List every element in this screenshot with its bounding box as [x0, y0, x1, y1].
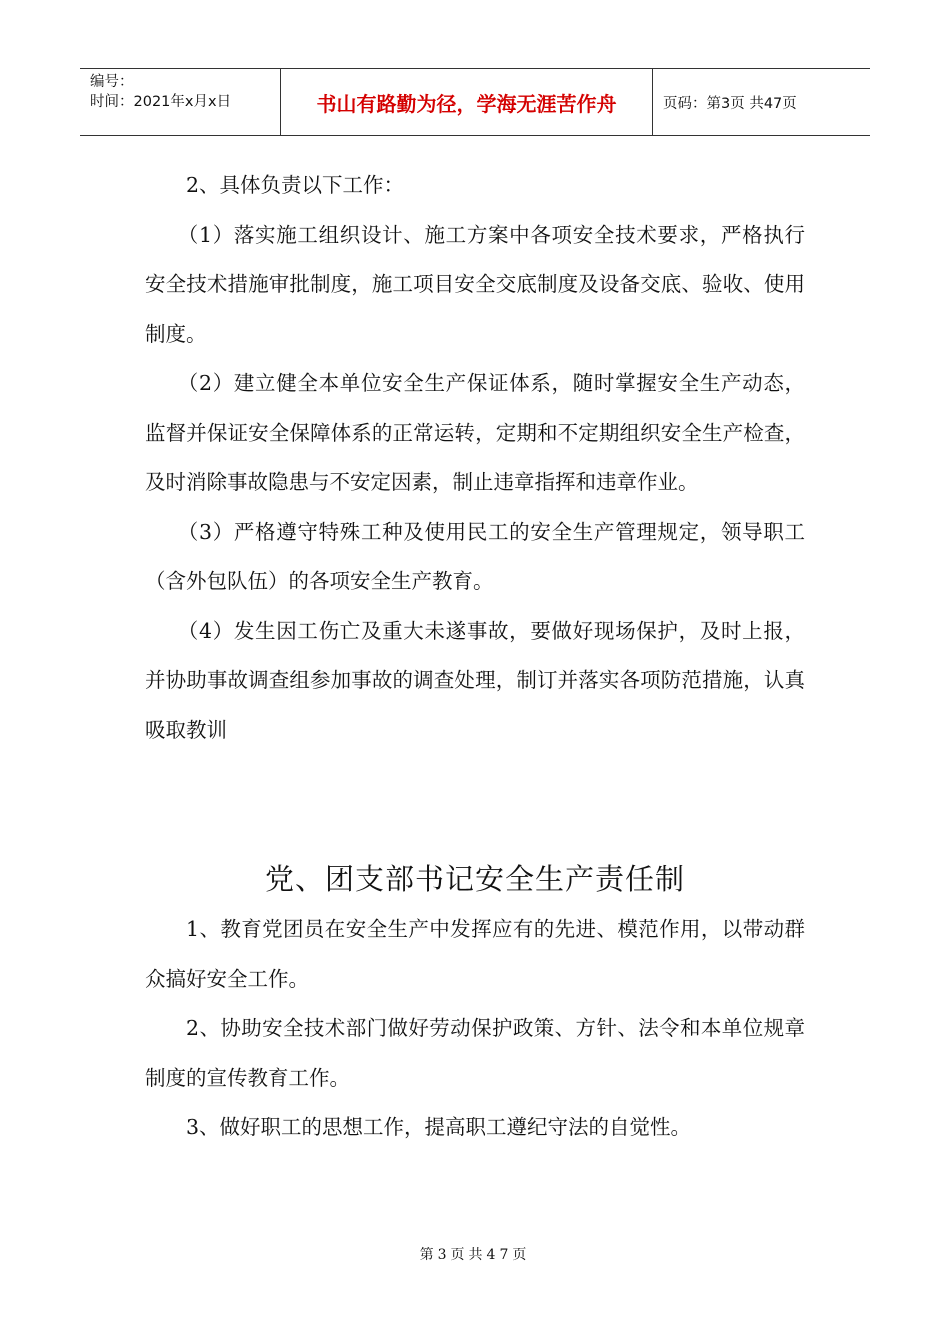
page-header — [80, 68, 870, 136]
page-footer: 第3页共47页 — [419, 1247, 531, 1263]
item-2-sub-4: （4）发生因工伤亡及重大未遂事故，要做好现场保护，及时上报，并协助事故调查组参加事故的调查处理，制订并落实各项防范措施，认真吸取教训 — [145, 618, 805, 742]
section-item-2: 2、协助安全技术部门做好劳动保护政策、方针、法令和本单位规章制度的宣传教育工作。 — [145, 1016, 805, 1090]
item-2-sub-2: （2）建立健全本单位安全生产保证体系，随时掌握安全生产动态，监督并保证安全保障体系的正常运转，定期和不定期组织安全生产检查，及时消除事故隐患与不安定因素，制止违章指挥和违章作业。 — [145, 371, 805, 494]
document-body — [145, 161, 805, 1153]
section-title: 党、团支部书记安全生产责任制 — [264, 862, 685, 896]
header-meta — [80, 69, 281, 135]
header-page-info: 页码：第3页 共47页 — [663, 95, 797, 112]
item-2-sub-1: （1）落实施工组织设计、施工方案中各项安全技术要求，严格执行安全技术措施审批制度，施工项目安全交底制度及设备交底、验收、使用制度。 — [145, 222, 805, 346]
item-2-sub-3: （3）严格遵守特殊工种及使用民工的安全生产管理规定，领导职工（含外包队伍）的各项安全生产教育。 — [145, 519, 805, 593]
item-2-title: 2、具体负责以下工作： — [186, 173, 405, 197]
section-item-3: 3、做好职工的思想工作，提高职工遵纪守法的自觉性。 — [186, 1115, 692, 1139]
document-time-label: 时间：2021年x月x日 — [90, 94, 232, 110]
header-motto: 书山有路勤为径，学海无涯苦作舟 — [281, 69, 653, 135]
document-number-label: 编号： — [90, 74, 134, 90]
section-item-1: 1、教育党团员在安全生产中发挥应有的先进、模范作用，以带动群众搞好安全工作。 — [145, 917, 805, 991]
